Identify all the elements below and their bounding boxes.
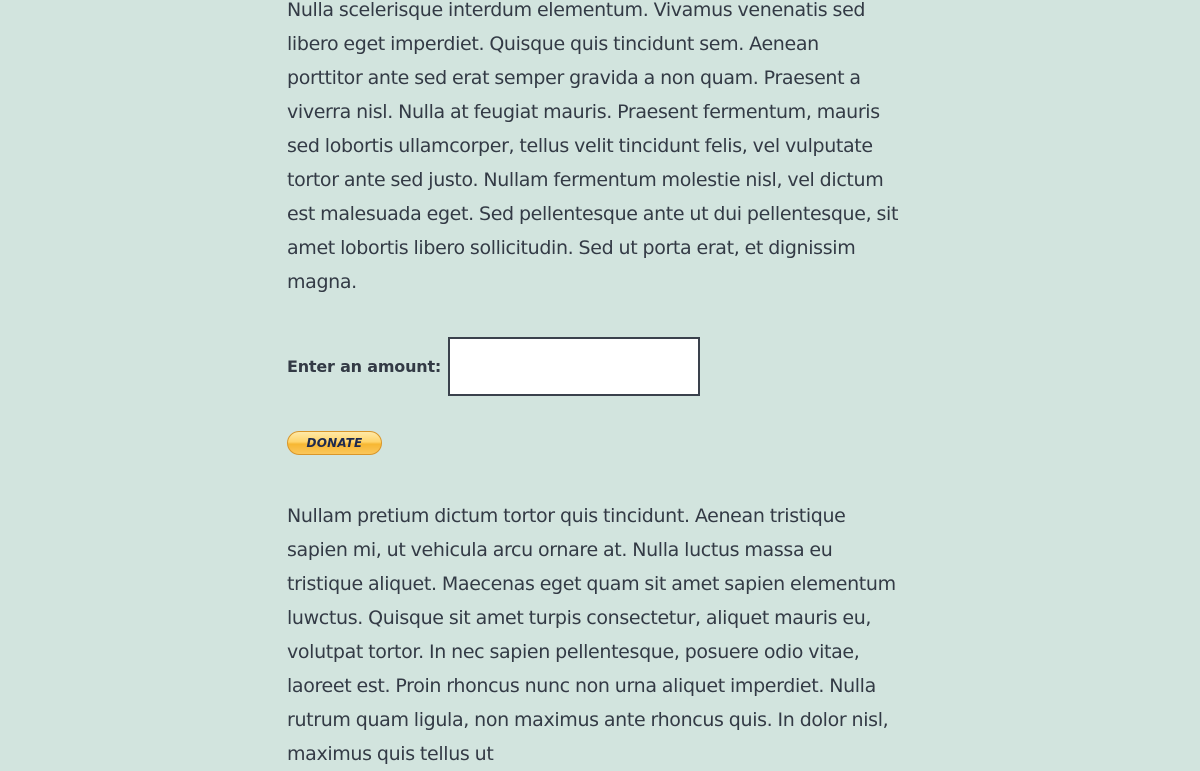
amount-row [287,336,899,396]
amount-input[interactable] [448,337,700,396]
donate-button[interactable]: DONATE [287,431,382,455]
article-content [287,0,899,771]
donate-wrap [287,431,899,457]
amount-label: Enter an amount: [287,356,442,376]
paragraph-first: Nulla scelerisque interdum elementum. Vivamus venenatis sed libero eget imperdiet. Quisque quis tincidunt sem. Aenean porttitor ante sed erat semper gravida a non quam. Praesent a viverra nisl. Nulla at feugiat mauris. Praesent fermentum, mauris sed lobortis ullamcorper, tellus velit tincidunt felis, vel vulputate tortor ante sed justo. Nullam fermentum molestie nisl, vel dictum est malesuada eget. Sed pellentesque ante ut dui pellentesque, sit amet lobortis libero sollicitudin. Sed ut porta erat, et dignissim magna. [287,0,899,293]
paragraph-second: Nullam pretium dictum tortor quis tincidunt. Aenean tristique sapien mi, ut vehicula arcu ornare at. Nulla luctus massa eu tristique aliquet. Maecenas eget quam sit amet sapien elementum luwctus. Quisque sit amet turpis consectetur, aliquet mauris eu, volutpat tortor. In nec sapien pellentesque, posuere odio vitae, laoreet est. Proin rhoncus nunc non urna aliquet imperdiet. Nulla rutrum quam ligula, non maximus ante rhoncus quis. In dolor nisl, maximus quis tellus ut [287,505,896,765]
